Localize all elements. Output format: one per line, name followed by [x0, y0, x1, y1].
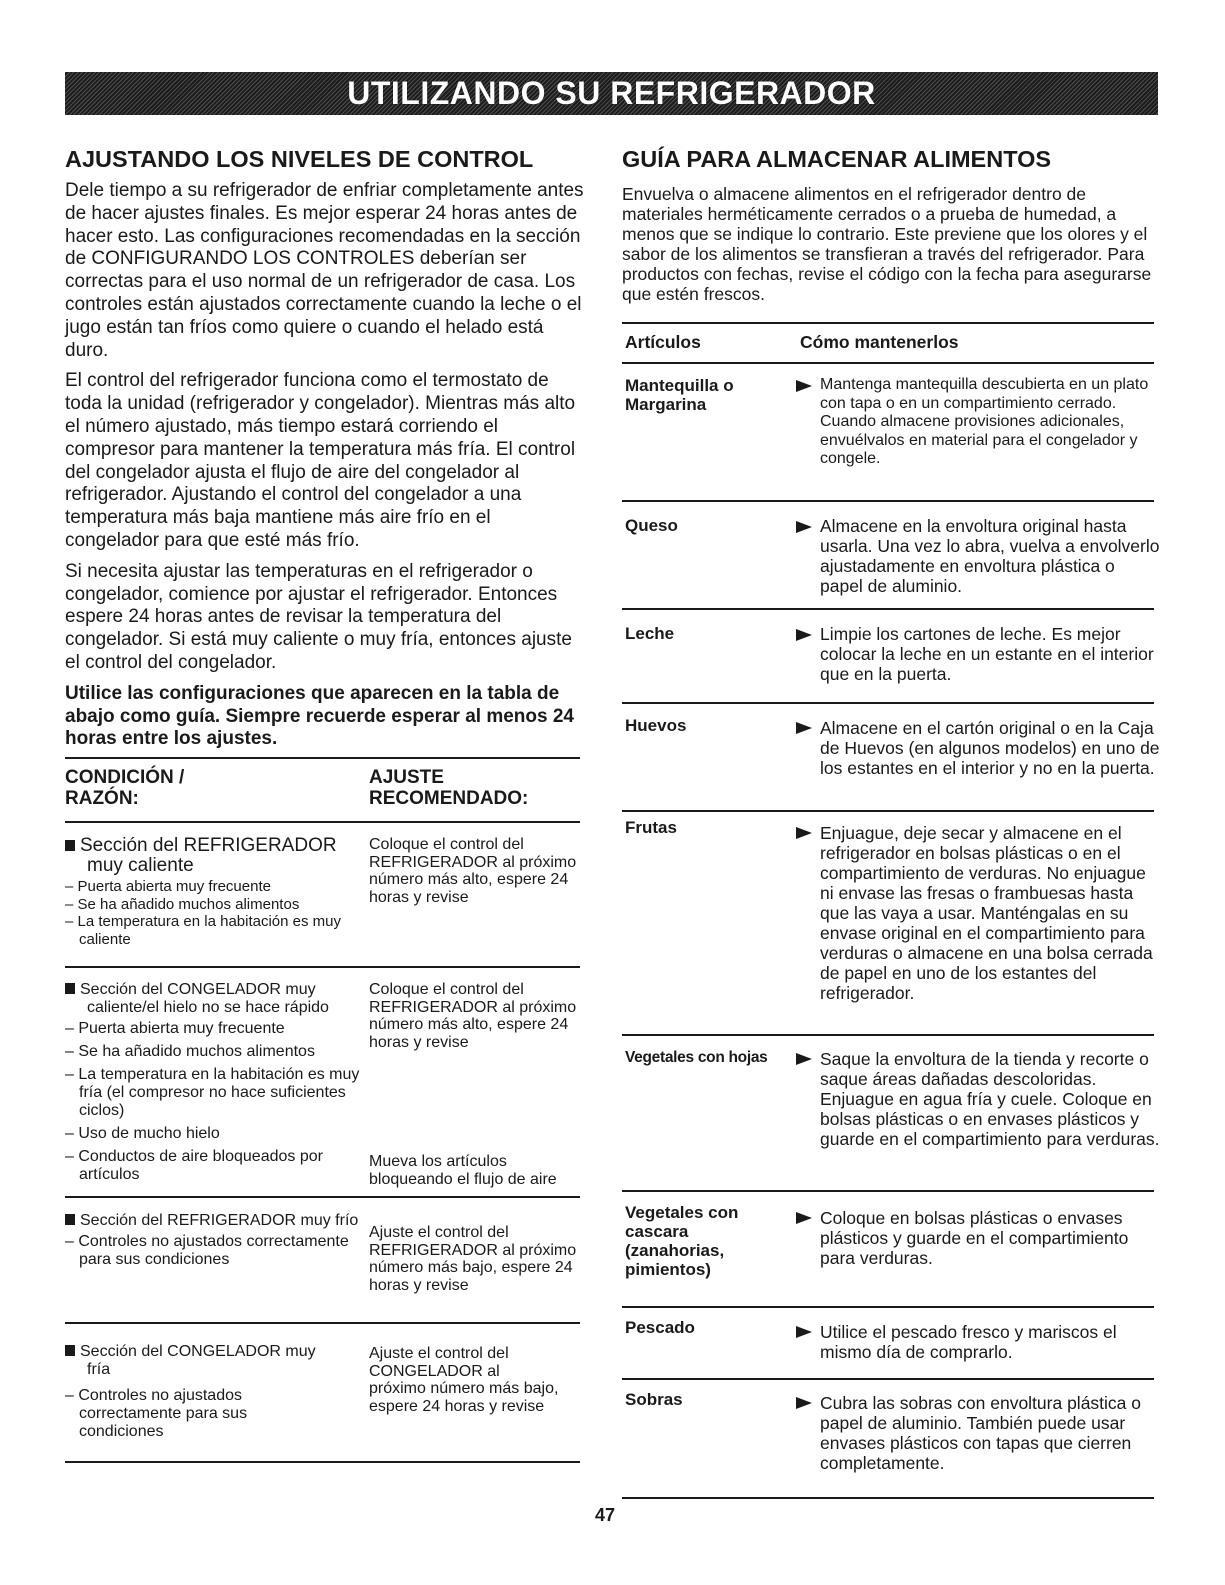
section-banner [65, 72, 1158, 115]
row-rule [65, 966, 580, 968]
page-number: 47 [594, 1505, 616, 1525]
item-rule [622, 1378, 1154, 1380]
item-text: Mantenga mantequilla descubierta en un plato con tapa o en un compartimiento cerrado. Cuando almacene provisiones adicionales, envuélvalos en material para el congelador y congele. [820, 376, 1149, 467]
right-intro [622, 184, 1157, 304]
banner-title: UTILIZANDO SU REFRIGERADOR [347, 75, 876, 111]
item-text: Enjuague, deje secar y almacene en el refrigerador en bolsas plásticas o en el compartimiento de verduras. No enjuague ni envase las fresas o frambuesas hasta que las vaya a usar. Manténgalas en su envase original en el compartimiento para verduras o almacene en una bolsa cerrada de papel en uno de los estantes del refrigerador. [820, 823, 1153, 1003]
table-row [65, 1212, 360, 1269]
items-header: Artículos [625, 332, 701, 352]
setting-header [369, 767, 579, 809]
arrow-right-icon [796, 629, 812, 641]
item-name: Sobras [625, 1390, 683, 1409]
condition-header-line: RAZÓN: [65, 788, 139, 809]
item-name: Vegetales con hojas [625, 1049, 768, 1066]
condition-title: Sección del CONGELADOR muy fría [65, 1343, 335, 1379]
bullet-square-icon [65, 1345, 75, 1356]
condition-header-line: CONDICIÓN / [65, 767, 185, 788]
reason: – Se ha añadido muchos alimentos [65, 1043, 315, 1060]
item-text: Cubra las sobras con envoltura plástica o papel de aluminio. También puede usar envases plásticos con tapas que cierren completamente. [820, 1393, 1142, 1473]
item-name: Mantequilla o Margarina [625, 376, 734, 414]
item-rule [622, 500, 1154, 502]
left-body [65, 180, 585, 751]
table-header-rule [65, 821, 580, 823]
condition-title: Sección del CONGELADOR muy caliente/el hielo no se hace rápido [65, 981, 360, 1017]
setting-text: Ajuste el control del REFRIGERADOR al próximo número más bajo, espere 24 horas y revise [369, 1224, 577, 1294]
bullet-square-icon [65, 1214, 75, 1225]
arrow-right-icon [796, 1397, 812, 1409]
intro-paragraph: Envuelva o almacene alimentos en el refrigerador dentro de materiales herméticamente cerrados o a prueba de humedad, a menos que se indique lo contrario. Este previene que los olores y el sabor de los alimentos se transfieran a través del refrigerador. Para productos con fechas, revise el código con la fecha para asegurarse que estén frescos. [622, 184, 1152, 304]
paragraph: Dele tiempo a su refrigerador de enfriar completamente antes de hacer ajustes finales. Es mejor esperar 24 horas antes de hacer esto. Las configuraciones recomendadas en la sección de CONFIGURANDO LOS CONTROLES deberían ser correctas para el uso normal de un refrigerador de casa. Los controles están ajustados correctamente cuando la leche o el jugo están tan fríos como quiere o cuando el helado está duro. [65, 180, 584, 361]
setting-text: Coloque el control del REFRIGERADOR al próximo número más alto, espere 24 horas y revise [369, 836, 577, 906]
item-name: Frutas [625, 818, 677, 837]
item-text: Almacene en la envoltura original hasta usarla. Una vez lo abra, vuelva a envolverlo ajustadamente en envoltura plástica o papel de aluminio. [820, 516, 1160, 596]
setting-text: Coloque el control del REFRIGERADOR al próximo número más alto, espere 24 horas y revise [369, 981, 577, 1051]
storage-table-top-rule [622, 322, 1154, 324]
arrow-right-icon [796, 1212, 812, 1224]
item-rule [622, 1190, 1154, 1192]
row-rule [65, 1196, 580, 1198]
reason: – Controles no ajustados correctamente para sus condiciones [65, 1387, 248, 1440]
item-rule [622, 1034, 1154, 1036]
reason: – Puerta abierta muy frecuente [65, 1020, 285, 1037]
table-row [65, 981, 360, 1184]
care-header: Cómo mantenerlos [800, 332, 959, 352]
arrow-right-icon [796, 1326, 812, 1338]
reason: – Conductos de aire bloqueados por artículos [65, 1148, 323, 1183]
bullet-square-icon [65, 983, 75, 994]
item-text: Limpie los cartones de leche. Es mejor colocar la leche en un estante en el interior que en la puerta. [820, 624, 1154, 684]
condition-title: Sección del REFRIGERADOR muy frío [65, 1212, 360, 1230]
storage-table-bottom-rule [622, 1497, 1154, 1499]
reason: – La temperatura en la habitación es muy fría (el compresor no hace suficientes ciclos) [65, 1066, 360, 1119]
item-rule [622, 810, 1154, 812]
table-row [65, 1343, 335, 1441]
storage-header-rule [622, 362, 1154, 364]
reason: – La temperatura en la habitación es muy caliente [65, 913, 341, 948]
bold-note: Utilice las configuraciones que aparecen en la tabla de abajo como guía. Siempre recuerde esperar al menos 24 horas entre los ajustes. [65, 682, 574, 750]
row-rule [65, 1322, 580, 1324]
item-name: Leche [625, 624, 675, 643]
arrow-right-icon [796, 380, 812, 392]
setting-text: Mueva los artículos bloqueando el flujo de aire [369, 1153, 557, 1188]
item-name: Pescado [625, 1318, 695, 1337]
setting-header-line: AJUSTE [369, 767, 444, 788]
item-rule [622, 608, 1154, 610]
right-heading: GUÍA PARA ALMACENAR ALIMENTOS [622, 146, 1052, 172]
reason: – Puerta abierta muy frecuente [65, 878, 271, 895]
item-text: Saque la envoltura de la tienda y recorte o saque áreas dañadas descoloridas. Enjuague en agua fría y cuele. Coloque en bolsas plásticas o en envases plásticos y guarde en el compartimiento para verduras. [820, 1049, 1160, 1149]
bullet-square-icon [65, 840, 75, 851]
paragraph: El control del refrigerador funciona como el termostato de toda la unidad (refrigerador y congelador). Mientras más alto el número ajustado, más tiempo estará corriendo el compresor para mantener la temperatura más fría. El control del congelador ajusta el flujo de aire del congelador al refrigerador. Ajustando el control del congelador a una temperatura más baja mantiene más aire frío en el congelador para que esté más frío. [65, 370, 576, 551]
condition-title: Sección del REFRIGERADOR muy caliente [65, 836, 360, 876]
item-text: Almacene en el cartón original o en la Caja de Huevos (en algunos modelos) en uno de los estantes en el interior y no en la puerta. [820, 718, 1160, 778]
setting-header-line: RECOMENDADO: [369, 788, 529, 809]
setting-text: Ajuste el control del CONGELADOR al próximo número más bajo, espere 24 horas y revise [369, 1345, 559, 1415]
item-text: Utilice el pescado fresco y mariscos el mismo día de comprarlo. [820, 1322, 1117, 1362]
table-bottom-rule [65, 1461, 580, 1463]
arrow-right-icon [796, 1053, 812, 1065]
item-text: Coloque en bolsas plásticas o envases plásticos y guarde en el compartimiento para verduras. [820, 1208, 1129, 1268]
arrow-right-icon [796, 722, 812, 734]
table-row [65, 836, 360, 948]
arrow-right-icon [796, 827, 812, 839]
item-name: Queso [625, 516, 678, 535]
item-rule [622, 702, 1154, 704]
paragraph: Si necesita ajustar las temperaturas en el refrigerador o congelador, comience por ajustar el refrigerador. Entonces espere 24 horas antes de revisar la temperatura del congelador. Si está muy caliente o muy fría, entonces ajuste el control del congelador. [65, 560, 572, 673]
reason: – Se ha añadido muchos alimentos [65, 895, 300, 913]
item-name: Huevos [625, 716, 687, 735]
reason: – Controles no ajustados correctamente para sus condiciones [65, 1233, 349, 1268]
table-top-rule [65, 757, 580, 759]
item-rule [622, 1306, 1154, 1308]
item-name: Vegetales con cascara (zanahorias, pimientos) [625, 1203, 739, 1279]
arrow-right-icon [796, 521, 812, 533]
reason: – Uso de mucho hielo [65, 1125, 220, 1142]
left-heading: AJUSTANDO LOS NIVELES DE CONTROL [65, 146, 534, 172]
condition-header [65, 767, 345, 809]
